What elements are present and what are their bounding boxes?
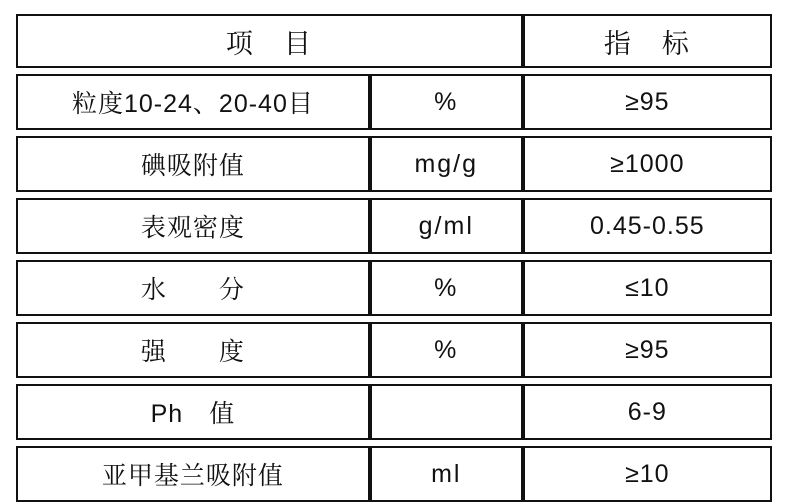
header-index: 指 标 [523, 14, 772, 68]
row-value: ≥10 [523, 446, 772, 502]
row-name: 水 分 [16, 260, 370, 316]
row-name: 表观密度 [16, 198, 370, 254]
row-unit: g/ml [370, 198, 523, 254]
row-name: 强 度 [16, 322, 370, 378]
row-name: 亚甲基兰吸附值 [16, 446, 370, 502]
row-name: Ph 值 [16, 384, 370, 440]
row-unit: mg/g [370, 136, 523, 192]
header-item: 项 目 [16, 14, 523, 68]
row-name: 粒度10-24、20-40目 [16, 74, 370, 130]
row-value: ≥1000 [523, 136, 772, 192]
row-value: 6-9 [523, 384, 772, 440]
row-unit: ml [370, 446, 523, 502]
row-name: 碘吸附值 [16, 136, 370, 192]
table-row [16, 260, 772, 316]
table-row [16, 74, 772, 130]
row-unit [370, 384, 523, 440]
row-unit: % [370, 74, 523, 130]
row-unit: % [370, 260, 523, 316]
row-value: ≥95 [523, 322, 772, 378]
table-row [16, 322, 772, 378]
specification-table [16, 14, 772, 502]
row-value: 0.45-0.55 [523, 198, 772, 254]
row-value: ≥95 [523, 74, 772, 130]
row-unit: % [370, 322, 523, 378]
table-row [16, 446, 772, 502]
table-row [16, 136, 772, 192]
table-header-row [16, 14, 772, 68]
row-value: ≤10 [523, 260, 772, 316]
table-row [16, 384, 772, 440]
table-row [16, 198, 772, 254]
